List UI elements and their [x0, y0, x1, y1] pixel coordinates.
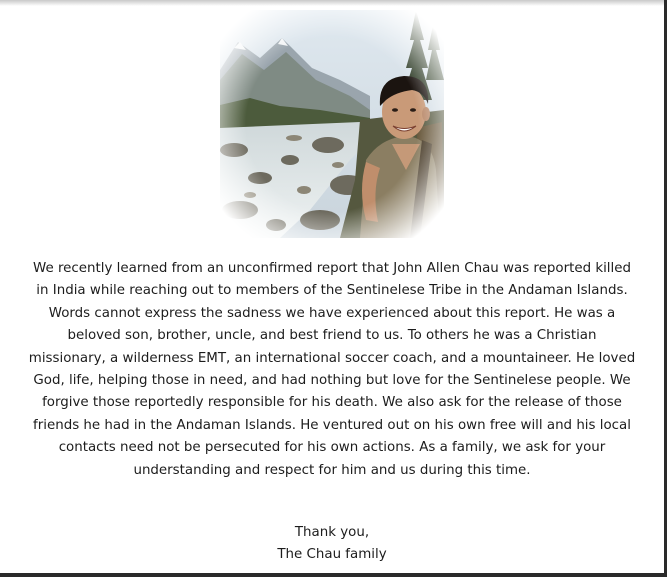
- eye: [392, 108, 398, 112]
- thank-you-line: Thank you,: [294, 525, 370, 540]
- portrait-photo: [220, 10, 444, 238]
- ear: [422, 107, 430, 121]
- top-edge-shadow: [0, 0, 664, 6]
- statement-body: We recently learned from an unconfirmed report that John Allen Chau was reported killed in India while reaching out to members of the Sentinelese Tribe in the Andaman Islands. Words cannot express the sadness we have experienced about this report. He was a beloved son, brother, uncle, and best friend to us. To others he was a Christian missionary, a wilderness EMT, an international soccer coach, and a mountaineer. He loved God, life, helping those in need, and had nothing but love for the Sentinelese people. We forgive those reportedly responsible for his death. We also ask for the release of those friends he had in the Andaman Islands. He ventured out on his own free will and his local contacts need not be persecuted for his own actions. As a family, we ask for your understanding and respect for him and us during this time.: [28, 261, 636, 478]
- signature: The Chau family: [277, 547, 387, 562]
- portrait-illustration: [220, 10, 444, 238]
- eye: [410, 108, 416, 112]
- closing-block: [0, 522, 664, 566]
